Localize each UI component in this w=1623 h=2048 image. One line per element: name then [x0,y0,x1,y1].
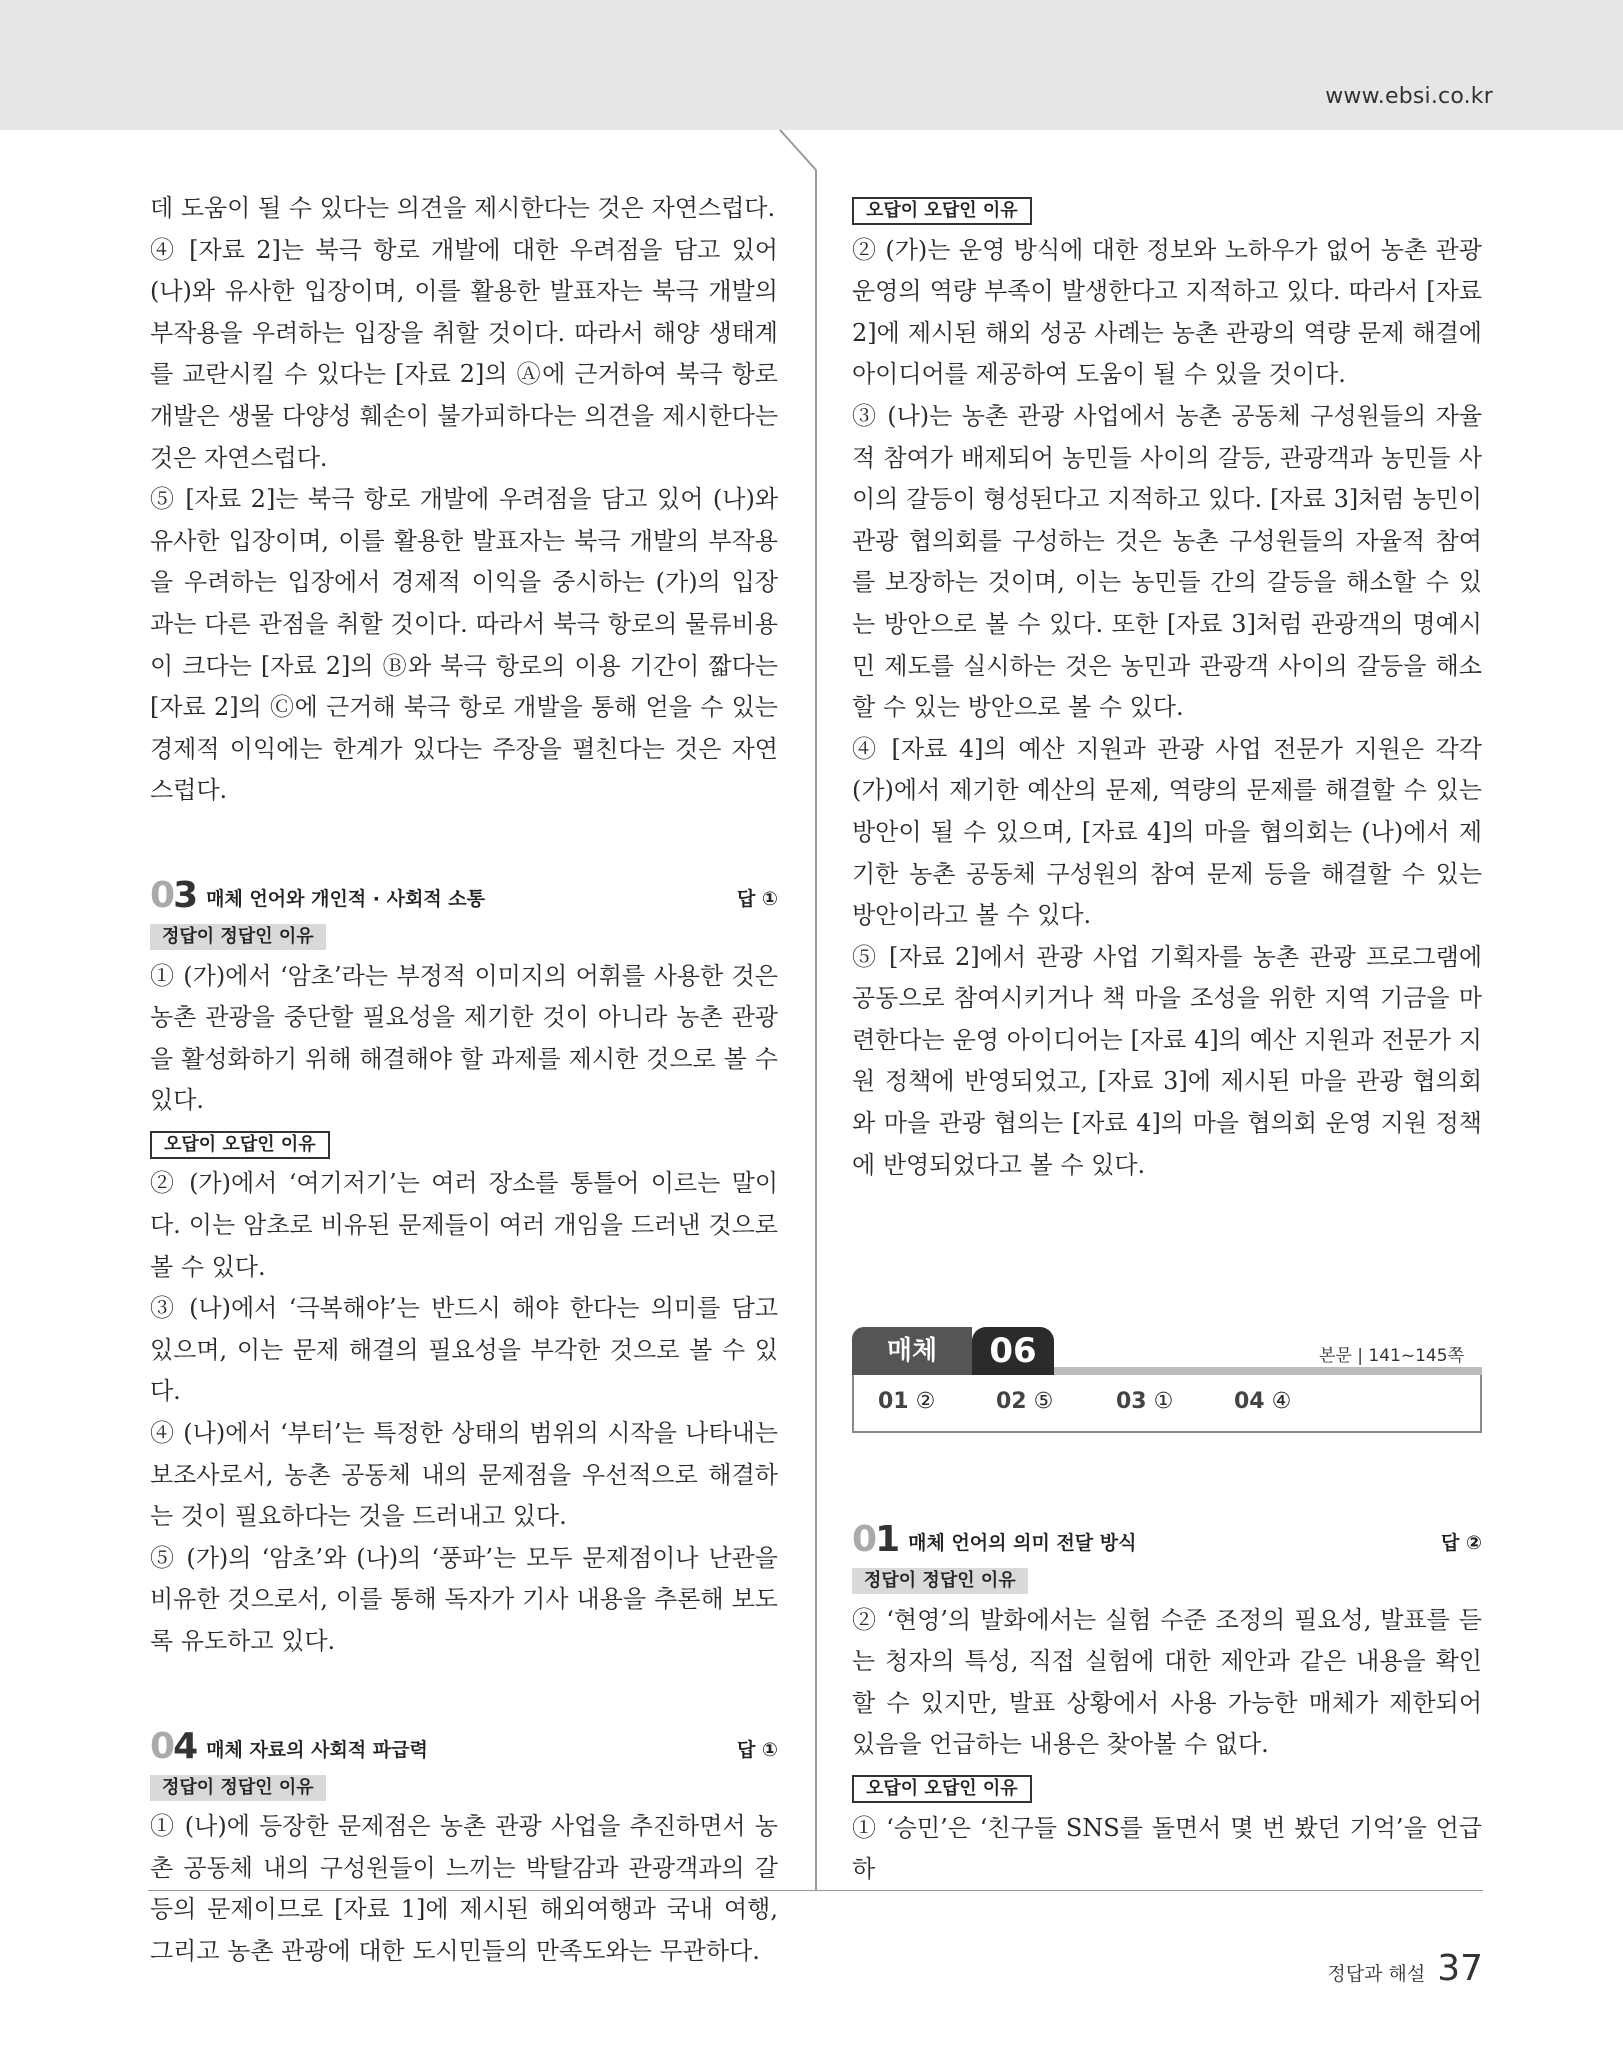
answer-item: 02 ⑤ [996,1389,1054,1414]
wrong-reason-tag: 오답이 오답인 이유 [852,197,1032,225]
answer-item: 01 ② [878,1389,936,1414]
paragraph: ④ [자료 4]의 예산 지원과 관광 사업 전문가 지원은 각각 (가)에서 제기한 예산의 문제, 역량의 문제를 해결할 수 있는 방안이 될 수 있으며, [자료 4]의 마을 협의회는 (나)에서 제기한 농촌 공동체 구성원의 참여 문제 등을 해결할 수 있는 방안이라고 볼 수 있다. [852,734,1482,930]
paragraph: ① (가)에서 ‘암초’라는 부정적 이미지의 어휘를 사용한 것은 농촌 관광을 중단할 필요성을 제기한 것이 아니라 농촌 관광을 활성화하기 위해 해결해야 할 과제를 제시한 것으로 볼 수 있다. [150,961,778,1115]
answer-item: 03 ① [1116,1389,1174,1414]
right-column-lower [852,1514,1482,1891]
bottom-rule [148,1890,1483,1891]
question-title: 매체 자료의 사회적 파급력 [206,1738,428,1761]
site-url: www.ebsi.co.kr [1325,84,1493,109]
answer-item: 04 ④ [1234,1389,1292,1414]
left-column [150,188,778,1973]
paragraph: ⑤ [자료 2]는 북극 항로 개발에 우려점을 담고 있어 (나)와 유사한 입장이며, 이를 활용한 발표자는 북극 개발의 부작용을 우려하는 입장에서 경제적 이익을 중시하는 (가)의 입장과는 다른 관점을 취할 것이다. 따라서 북극 항로의 물류비용이 크다는 [자료 2]의 Ⓑ와 북극 항로의 이용 기간이 짧다는 [자료 2]의 Ⓒ에 근거해 북극 항로 개발을 통해 얻을 수 있는 경제적 이익에는 한계가 있다는 주장을 펼친다는 것은 자연스럽다. [150,485,778,805]
column-divider [815,300,817,1890]
correct-reason-tag: 정답이 정답인 이유 [150,924,326,950]
paragraph: ① ‘승민’은 ‘친구들 SNS를 돌면서 몇 번 봤던 기억’을 언급하 [852,1813,1482,1884]
paragraph: ② ‘현영’의 발화에서는 실험 수준 조정의 필요성, 발표를 듣는 청자의 특성, 직접 실험에 대한 제안과 같은 내용을 확인할 수 있지만, 발표 상황에서 사용 가능한 매체가 제한되어 있음을 언급하는 내용은 찾아볼 수 없다. [852,1605,1482,1759]
right-column [852,188,1482,1186]
paragraph: ③ (나)에서 ‘극복해야’는 반드시 해야 한다는 의미를 담고 있으며, 이는 문제 해결의 필요성을 부각한 것으로 볼 수 있다. [150,1294,778,1406]
page-range: 본문 | 141~145쪽 [1319,1346,1464,1366]
paragraph: ② (가)에서 ‘여기저기’는 여러 장소를 통틀어 이르는 말이다. 이는 암초로 비유된 문제들이 여러 개임을 드러낸 것으로 볼 수 있다. [150,1169,778,1281]
paragraph: ③ (나)는 농촌 관광 사업에서 농촌 공동체 구성원들의 자율적 참여가 배제되어 농민들 사이의 갈등, 관광객과 농민들 사이의 갈등이 형성된다고 지적하고 있다. [자료 3]처럼 농민이 관광 협의회를 구성하는 것은 농촌 구성원들의 자율적 참여를 보장하는 것이며, 이는 농민들 간의 갈등을 해소할 수 있는 방안으로 볼 수 있다. 또한 [자료 3]처럼 관광객의 명예시민 제도를 실시하는 것은 농민과 관광객 사이의 갈등을 해소할 수 있는 방안으로 볼 수 있다. [852,401,1482,722]
paragraph: ① (나)에 등장한 문제점은 농촌 관광 사업을 추진하면서 농촌 공동체 내의 구성원들이 느끼는 박탈감과 관광객과의 갈등의 문제이므로 [자료 1]에 제시된 해외여행과 국내 여행, 그리고 농촌 관광에 대한 도시민들의 만족도와는 무관하다. [150,1812,778,1965]
question-number: 03 [150,874,197,916]
correct-reason-tag: 정답이 정답인 이유 [150,1775,326,1801]
paragraph: ⑤ [자료 2]에서 관광 사업 기획자를 농촌 관광 프로그램에 공동으로 참여시키거나 책 마을 조성을 위한 지역 기금을 마련한다는 운영 아이디어는 [자료 4]의 예산 지원과 전문가 지원 정책에 반영되었고, [자료 3]에 제시된 마을 관광 협의회와 마을 관광 협의는 [자료 4]의 마을 협의회 운영 지원 정책에 반영되었다고 볼 수 있다. [852,942,1482,1179]
section-number: 06 [972,1327,1054,1375]
question-header-03 [150,870,778,914]
paragraph: ④ (나)에서 ‘부터’는 특정한 상태의 범위의 시작을 나타내는 보조사로서, 농촌 공동체 내의 문제점을 우선적으로 해결하는 것이 필요하다는 것을 드러내고 있다. [150,1419,778,1531]
paragraph: ⑤ (가)의 ‘암초’와 (나)의 ‘풍파’는 모두 문제점이나 난관을 비유한 것으로서, 이를 통해 독자가 기사 내용을 추론해 보도록 유도하고 있다. [150,1543,778,1655]
section-label: 매체 [852,1327,972,1375]
wrong-reason-tag: 오답이 오답인 이유 [852,1775,1032,1803]
question-header-04 [150,1721,778,1765]
question-answer: 답 ① [736,1738,778,1761]
page-footer [1327,1948,1483,1989]
question-title: 매체 언어와 개인적 · 사회적 소통 [206,887,486,910]
question-answer: 답 ① [736,887,778,910]
question-number: 04 [150,1725,197,1767]
wrong-reason-tag: 오답이 오답인 이유 [150,1131,330,1159]
question-title: 매체 언어의 의미 전달 방식 [908,1532,1137,1554]
footer-label: 정답과 해설 [1327,1963,1426,1985]
question-header-01 [852,1514,1482,1558]
correct-reason-tag: 정답이 정답인 이유 [852,1568,1028,1594]
answer-summary-box [852,1327,1482,1437]
question-number: 01 [852,1519,899,1560]
paragraph: ④ [자료 2]는 북극 항로 개발에 대한 우려점을 담고 있어 (나)와 유사한 입장이며, 이를 활용한 발표자는 북극 개발의 부작용을 우려하는 입장을 취할 것이다. 따라서 해양 생태계를 교란시킬 수 있다는 [자료 2]의 Ⓐ에 근거하여 북극 항로 개발은 생물 다양성 훼손이 불가피하다는 의견을 제시한다는 것은 자연스럽다. [150,235,778,472]
question-answer: 답 ② [1440,1532,1482,1554]
page-number: 37 [1437,1948,1483,1989]
paragraph: ② (가)는 운영 방식에 대한 정보와 노하우가 없어 농촌 관광 운영의 역량 부족이 발생한다고 지적하고 있다. 따라서 [자료 2]에 제시된 해외 성공 사례는 농촌 관광의 역량 문제 해결에 아이디어를 제공하여 도움이 될 수 있을 것이다. [852,235,1482,389]
paragraph: 데 도움이 될 수 있다는 의견을 제시한다는 것은 자연스럽다. [150,194,776,222]
answer-list [852,1375,1482,1433]
